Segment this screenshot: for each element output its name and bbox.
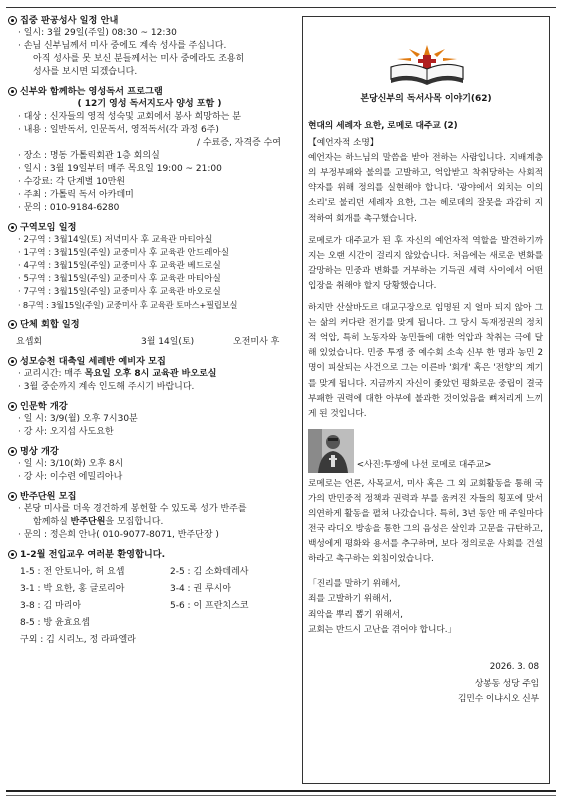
list-item: 3-1 : 박 요한, 홍 글로리아: [20, 584, 125, 594]
quote-line: 죄를 고발하기 위해서,: [308, 594, 392, 605]
text-line: · 5구역 : 3월15일(주일) 교중미사 후 교육관 마티아실: [18, 274, 221, 284]
circle-bullet-icon: [8, 87, 17, 96]
circle-bullet-icon: [8, 16, 17, 25]
section-catechumen: [8, 355, 291, 394]
text-line: · 4구역 : 3월15일(주일) 교중미사 후 교육관 베드로실: [18, 261, 221, 271]
text-line: 아직 성사를 못 보신 분들께서는 미사 중에라도 조용히: [33, 54, 245, 64]
meeting-date: 3월 14일(토): [141, 337, 195, 347]
text-line: / 수료증, 자격증 수여: [196, 138, 281, 148]
list-item: 3-8 : 김 마리아: [20, 601, 82, 611]
section-humanities: [8, 400, 291, 439]
quote-line: 죄악을 뿌리 뽑기 위해서,: [308, 609, 403, 620]
section-confession: [8, 14, 291, 79]
section-meditation: [8, 445, 291, 484]
photo-block: [308, 429, 543, 473]
text-line: · 주최 : 가톨릭 독서 아카데미: [18, 190, 134, 200]
text-line: · 1구역 : 3월15일(주일) 교중미사 후 교육관 안드레아실: [18, 248, 230, 258]
circle-bullet-icon: [8, 402, 17, 411]
column-header: 본당신부의 독서사목 이야기(62): [360, 94, 492, 104]
circle-bullet-icon: [8, 223, 17, 232]
section-accompanist: [8, 490, 291, 542]
circle-bullet-icon: [8, 357, 17, 366]
section-reading-program: [8, 85, 291, 215]
section-title: 구역모임 일정: [20, 222, 77, 233]
text-line: · 일 시: 3/10(화) 오후 8시: [18, 459, 124, 469]
section-title: 반주단원 모집: [20, 491, 77, 502]
list-item: 1-5 : 전 안토니아, 허 요셉: [20, 567, 125, 577]
text-line: · 일시: 3월 29일(주일) 08:30 ~ 12:30: [18, 28, 177, 38]
text-line: · 3월 중순까지 계속 인도해 주시기 바랍니다.: [18, 382, 195, 392]
quote-block: [308, 577, 543, 637]
section-subtitle: ( 12기 영성 독서지도사 양성 포함 ): [77, 99, 222, 109]
section-title: 집중 판공성사 일정 안내: [20, 15, 119, 26]
text-line: · 문의 : 010-9184-6280: [18, 203, 120, 213]
text-line: · 일시 : 3월 19일부터 매주 목요일 19:00 ~ 21:00: [18, 164, 222, 174]
text-line: · 본당 미사를 더욱 경건하게 봉헌할 수 있도록 성가 반주를: [18, 504, 247, 514]
section-title: 성모승천 대축일 세례반 예비자 모집: [20, 356, 166, 367]
text-line: · 7구역 : 3월15일(주일) 교중미사 후 교육관 바오로실: [18, 287, 221, 297]
list-item: 3-4 : 권 루시아: [170, 584, 232, 594]
text-line: · 내용 : 일반독서, 인문독서, 영적독서(각 과정 6주): [18, 125, 219, 135]
quote-line: 교회는 반드시 고난을 겪어야 합니다.」: [308, 624, 457, 635]
circle-bullet-icon: [8, 492, 17, 501]
open-book-icon: [387, 43, 467, 87]
bottom-rule: [6, 790, 556, 792]
text-line: 성사를 보시면 되겠습니다.: [33, 67, 138, 77]
section-title: 명상 개강: [20, 446, 59, 457]
section-label: 【예언자적 소명】: [308, 138, 379, 149]
section-title: 인문학 개강: [20, 401, 68, 412]
meeting-time: 오전미사 후: [233, 337, 280, 347]
text-line: · 8구역 : 3월15일(주일) 교중미사 후 교육관 토마스+필립보실: [18, 300, 238, 310]
archbishop-photo: [308, 429, 354, 473]
bottom-rule-thin: [6, 795, 556, 796]
section-title: 단체 회합 일정: [20, 319, 80, 330]
text-line: · 교리시간: 매주 목요일 오후 8시 교육관 바오로실: [18, 369, 217, 379]
circle-bullet-icon: [8, 320, 17, 329]
list-item: 8-5 : 방 윤효요셉: [20, 618, 90, 628]
text-line: · 대상 : 신자들의 영적 성숙및 교회에서 봉사 희망하는 분: [18, 112, 241, 122]
list-item: 구외 : 김 시리노, 정 라파엘라: [20, 635, 136, 645]
text-line: 함께하실 반주단원을 모집합니다.: [33, 517, 164, 527]
text-line: · 문의 : 정은희 안나( 010-9077-8071, 반주단장 ): [18, 530, 219, 540]
text-line: · 수강료: 각 단계별 10만원: [18, 177, 126, 187]
notice-column: [8, 14, 291, 653]
circle-bullet-icon: [8, 550, 17, 559]
paragraph: 하지만 산살바도르 대교구장으로 임명된 지 얼마 되지 않아 그는 삶의 커다란 전기를 맞게 됩니다. 그 당시 독재정권의 정치적 억압, 특히 노동자와 농민들에 대한 억압과 착취는 극에 달해 있었습니다. 민중 투쟁 중 예수회 소속 신부 한 명과 농민 2명이 피살되는 사건으로 그는 이른바 '회개' 혹은 '전향'의 계기를 맞게 됩니다. 지금까지 자신이 좇았던 평화로운 중립이 결국 부패한 권력에 대한 아부에 불과한 것이었음을 뼈저리게 느끼게 된 것입니다.: [308, 303, 543, 419]
text-line: · 강 사: 오지섭 사도요한: [18, 427, 114, 437]
signature-name: 김민수 이냐시오 신부: [458, 693, 539, 704]
text-line: · 일 시: 3/9(월) 오후 7시30분: [18, 414, 138, 424]
parishioner-list: [8, 566, 291, 647]
text-line: · 손님 신부님께서 미사 중에도 계속 성사를 주십니다.: [18, 41, 227, 51]
section-title: 1-2월 전입교우 여러분 환영합니다.: [20, 549, 166, 560]
column-subtitle: 현대의 세례자 요한, 로메로 대주교 (2): [308, 121, 458, 131]
section-new-parishioners: [8, 548, 291, 647]
text-line: · 강 사: 이수련 에밀리아나: [18, 472, 123, 482]
photo-caption: <사진:투쟁에 나선 로메로 대주교>: [356, 459, 492, 470]
section-title: 신부와 함께하는 영성독서 프로그램: [20, 86, 163, 97]
section-district-meetings: [8, 221, 291, 312]
meeting-row: [8, 336, 291, 349]
text-line: · 2구역 : 3월14일(토) 저녁미사 후 교육관 마티아실: [18, 235, 213, 245]
paragraph: 예언자는 하느님의 말씀을 받아 전하는 사람입니다. 지배계층의 부정부패와 불의를 고발하고, 억압받고 착취당하는 사회적 약자를 위해 정의를 실현해야 합니다. '광야에서 외치는 이의 소리'로 불리던 세례자 요한, 그는 헤로데의 잘못을 과감히 지적하여 회개를 촉구했습니다.: [308, 153, 543, 224]
section-group-meetings: [8, 318, 291, 349]
pastor-column-box: [302, 16, 550, 784]
paragraph: 로메로가 대주교가 된 후 자신의 예언자적 역할을 발견하기까지는 오랜 시간이 걸리지 않았습니다. 처음에는 새로운 변화를 갈망하는 민중과 변화를 거부하는 기득권 세력 사이에서 어떤 입장을 취해야 할지 당황했습니다.: [308, 235, 543, 291]
list-item: 2-5 : 김 소화데레사: [170, 567, 249, 577]
column-body: [308, 119, 543, 707]
top-rule: [6, 7, 556, 8]
quote-line: 「진리를 말하기 위해서,: [308, 579, 401, 590]
text-line: · 장소 : 명동 가톨릭회관 1층 회의실: [18, 151, 160, 161]
paragraph: 로메로는 언론, 사목교서, 미사 혹은 그 외 교회활동을 통해 국가의 반민중적 정책과 권력과 부를 움켜진 자들의 횡포에 맞서 의연하게 활동을 펼쳐 나갔습니다. 특히, 3년 동안 매 주일마다 전국 라디오 방송을 통한 그의 음성은 살인과 고문을 규탄하고, 백성에게 평화와 용서를 추구하며, 보다 정의로운 사회를 건설하라고 촉구하는 외침이었습니다.: [308, 478, 543, 565]
column-date: 2026. 3. 08: [489, 661, 539, 672]
signature-role: 상봉동 성당 주임: [474, 678, 539, 689]
circle-bullet-icon: [8, 447, 17, 456]
group-name: 요셉회: [16, 337, 43, 347]
list-item: 5-6 : 이 프란치스코: [170, 601, 249, 611]
